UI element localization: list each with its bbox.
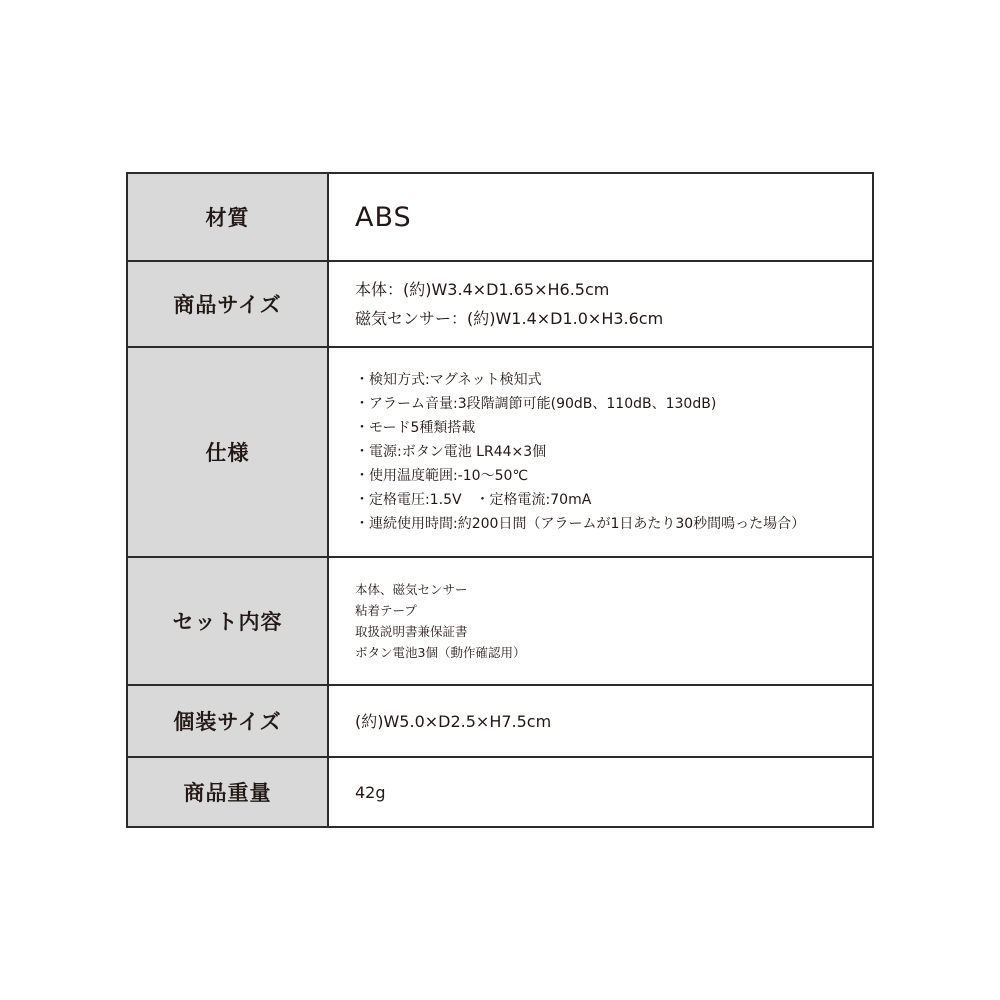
spec-row-package-size bbox=[128, 686, 872, 758]
spec-line-rating: ・定格電圧:1.5V ・定格電流:70mA bbox=[355, 492, 592, 508]
spec-row-specification bbox=[128, 348, 872, 558]
spec-value-material bbox=[329, 174, 872, 260]
spec-label-contents: セット内容 bbox=[128, 558, 329, 684]
spec-value-product-size bbox=[329, 262, 872, 346]
material-value: ABS bbox=[355, 201, 412, 233]
spec-value-package-size bbox=[329, 686, 872, 756]
spec-label-material: 材質 bbox=[128, 174, 329, 260]
contents-item: 取扱説明書兼保証書 bbox=[355, 624, 468, 639]
spec-row-contents bbox=[128, 558, 872, 686]
spec-row-material bbox=[128, 174, 872, 262]
contents-item: ボタン電池3個（動作確認用） bbox=[355, 645, 526, 660]
spec-line-power: ・電源:ボタン電池 LR44×3個 bbox=[355, 444, 547, 460]
spec-line-duration: ・連続使用時間:約200日間（アラームが1日あたり30秒間鳴った場合） bbox=[355, 516, 806, 532]
spec-label-specification: 仕様 bbox=[128, 348, 329, 556]
product-size-body: 本体：(約)W3.4×D1.65×H6.5cm bbox=[355, 280, 610, 299]
spec-label-product-size: 商品サイズ bbox=[128, 262, 329, 346]
spec-value-specification bbox=[329, 348, 872, 556]
spec-label-weight: 商品重量 bbox=[128, 758, 329, 826]
spec-line-detection: ・検知方式:マグネット検知式 bbox=[355, 372, 542, 388]
spec-value-weight bbox=[329, 758, 872, 826]
contents-item: 粘着テープ bbox=[355, 603, 417, 618]
spec-line-temperature: ・使用温度範囲:-10～50℃ bbox=[355, 468, 529, 484]
spec-line-alarm-volume: ・アラーム音量:3段階調節可能(90dB、110dB、130dB) bbox=[355, 396, 717, 412]
spec-value-contents bbox=[329, 558, 872, 684]
product-size-sensor: 磁気センサー：(約)W1.4×D1.0×H3.6cm bbox=[355, 309, 664, 328]
spec-table bbox=[126, 172, 874, 828]
spec-row-product-size bbox=[128, 262, 872, 348]
spec-label-package-size: 個装サイズ bbox=[128, 686, 329, 756]
package-size-value: (約)W5.0×D2.5×H7.5cm bbox=[355, 711, 552, 731]
spec-line-modes: ・モード5種類搭載 bbox=[355, 420, 476, 436]
contents-item: 本体、磁気センサー bbox=[355, 582, 468, 597]
weight-value: 42g bbox=[355, 782, 386, 802]
spec-row-weight bbox=[128, 758, 872, 826]
